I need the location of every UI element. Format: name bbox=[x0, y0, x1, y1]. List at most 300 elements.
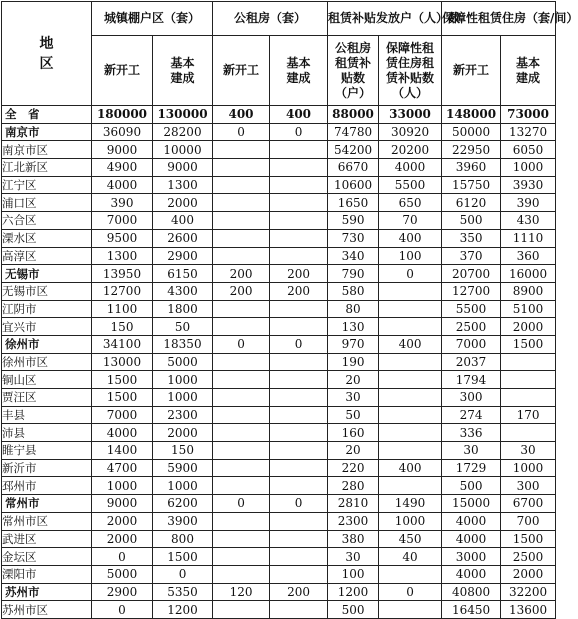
value-cell: 12700 bbox=[92, 282, 153, 300]
value-cell: 4000 bbox=[442, 512, 501, 530]
value-cell: 22950 bbox=[442, 141, 501, 159]
value-cell: 20 bbox=[328, 442, 379, 460]
value-cell: 1650 bbox=[328, 194, 379, 212]
value-cell: 1000 bbox=[92, 477, 153, 495]
value-cell: 120 bbox=[213, 583, 270, 601]
value-cell: 10600 bbox=[328, 176, 379, 194]
value-cell: 2000 bbox=[92, 530, 153, 548]
value-cell: 0 bbox=[92, 548, 153, 566]
value-cell: 30920 bbox=[379, 123, 442, 141]
value-cell bbox=[270, 194, 328, 212]
value-cell bbox=[213, 442, 270, 460]
table-row bbox=[2, 265, 556, 283]
value-cell bbox=[213, 459, 270, 477]
housing-data-table bbox=[1, 1, 578, 619]
value-cell: 1500 bbox=[153, 548, 213, 566]
region-name-cell: 无锡市 bbox=[2, 265, 92, 283]
value-cell: 150 bbox=[92, 318, 153, 336]
subheader-new-start: 新开工 bbox=[442, 36, 501, 106]
value-cell: 700 bbox=[501, 512, 556, 530]
value-cell bbox=[213, 212, 270, 230]
value-cell bbox=[213, 406, 270, 424]
value-cell: 34100 bbox=[92, 335, 153, 353]
region-name-cell: 宜兴市 bbox=[2, 318, 92, 336]
value-cell: 36090 bbox=[92, 123, 153, 141]
region-name-cell: 浦口区 bbox=[2, 194, 92, 212]
value-cell: 450 bbox=[379, 530, 442, 548]
value-cell: 148000 bbox=[442, 106, 501, 124]
value-cell: 100 bbox=[379, 247, 442, 265]
value-cell: 200 bbox=[213, 282, 270, 300]
value-cell: 220 bbox=[328, 459, 379, 477]
value-cell: 9000 bbox=[92, 141, 153, 159]
value-cell: 650 bbox=[379, 194, 442, 212]
value-cell: 1500 bbox=[92, 371, 153, 389]
value-cell bbox=[213, 300, 270, 318]
value-cell: 4000 bbox=[442, 530, 501, 548]
value-cell: 2000 bbox=[153, 194, 213, 212]
value-cell: 1490 bbox=[379, 495, 442, 513]
value-cell: 1300 bbox=[153, 176, 213, 194]
region-name-cell: 金坛区 bbox=[2, 548, 92, 566]
value-cell: 5500 bbox=[379, 176, 442, 194]
value-cell bbox=[379, 477, 442, 495]
value-cell: 50000 bbox=[442, 123, 501, 141]
region-name-cell: 江阴市 bbox=[2, 300, 92, 318]
value-cell bbox=[501, 424, 556, 442]
table-row bbox=[2, 212, 556, 230]
value-cell: 580 bbox=[328, 282, 379, 300]
value-cell: 1500 bbox=[92, 389, 153, 407]
table-row bbox=[2, 123, 556, 141]
region-name-cell: 南京市 bbox=[2, 123, 92, 141]
value-cell bbox=[213, 530, 270, 548]
region-name-cell: 邳州市 bbox=[2, 477, 92, 495]
table-row bbox=[2, 512, 556, 530]
value-cell bbox=[270, 530, 328, 548]
subheader-completed: 基本 建成 bbox=[501, 36, 556, 106]
value-cell bbox=[213, 371, 270, 389]
table-row bbox=[2, 389, 556, 407]
value-cell bbox=[213, 565, 270, 583]
value-cell: 0 bbox=[92, 601, 153, 619]
table-row bbox=[2, 194, 556, 212]
region-name-cell: 六合区 bbox=[2, 212, 92, 230]
value-cell: 170 bbox=[501, 406, 556, 424]
value-cell: 16450 bbox=[442, 601, 501, 619]
value-cell bbox=[270, 176, 328, 194]
value-cell: 400 bbox=[379, 459, 442, 477]
value-cell: 6150 bbox=[153, 265, 213, 283]
value-cell bbox=[270, 212, 328, 230]
value-cell: 28200 bbox=[153, 123, 213, 141]
value-cell: 1400 bbox=[92, 442, 153, 460]
value-cell bbox=[270, 459, 328, 477]
value-cell: 4000 bbox=[442, 565, 501, 583]
value-cell: 13950 bbox=[92, 265, 153, 283]
value-cell bbox=[213, 424, 270, 442]
subheader-affordable-rental-subsidy: 保障性租 赁住房租 赁补贴数 （人） bbox=[379, 36, 442, 106]
value-cell: 1200 bbox=[328, 583, 379, 601]
value-cell: 70 bbox=[379, 212, 442, 230]
region-name-cell: 徐州市 bbox=[2, 335, 92, 353]
subheader-new-start: 新开工 bbox=[92, 36, 153, 106]
value-cell: 400 bbox=[270, 106, 328, 124]
value-cell: 3930 bbox=[501, 176, 556, 194]
value-cell bbox=[379, 389, 442, 407]
value-cell: 0 bbox=[153, 565, 213, 583]
value-cell: 2900 bbox=[92, 583, 153, 601]
value-cell: 4000 bbox=[92, 424, 153, 442]
value-cell: 6120 bbox=[442, 194, 501, 212]
value-cell: 3960 bbox=[442, 159, 501, 177]
value-cell: 7000 bbox=[92, 406, 153, 424]
value-cell: 6050 bbox=[501, 141, 556, 159]
value-cell: 74780 bbox=[328, 123, 379, 141]
table-row bbox=[2, 530, 556, 548]
value-cell: 380 bbox=[328, 530, 379, 548]
table-row bbox=[2, 371, 556, 389]
region-name-cell: 南京市区 bbox=[2, 141, 92, 159]
value-cell: 1500 bbox=[501, 335, 556, 353]
table-row bbox=[2, 565, 556, 583]
value-cell bbox=[270, 565, 328, 583]
value-cell: 800 bbox=[153, 530, 213, 548]
region-name-cell: 铜山区 bbox=[2, 371, 92, 389]
value-cell: 20700 bbox=[442, 265, 501, 283]
value-cell bbox=[379, 371, 442, 389]
value-cell: 1000 bbox=[379, 512, 442, 530]
value-cell bbox=[270, 159, 328, 177]
value-cell bbox=[213, 194, 270, 212]
value-cell: 2000 bbox=[153, 424, 213, 442]
region-name-cell: 贾汪区 bbox=[2, 389, 92, 407]
value-cell: 13600 bbox=[501, 601, 556, 619]
value-cell: 970 bbox=[328, 335, 379, 353]
value-cell: 0 bbox=[213, 495, 270, 513]
value-cell: 5900 bbox=[153, 459, 213, 477]
value-cell bbox=[213, 389, 270, 407]
value-cell: 500 bbox=[442, 477, 501, 495]
value-cell bbox=[213, 229, 270, 247]
value-cell bbox=[270, 300, 328, 318]
value-cell: 40 bbox=[379, 548, 442, 566]
value-cell: 1200 bbox=[153, 601, 213, 619]
value-cell: 5000 bbox=[153, 353, 213, 371]
value-cell bbox=[213, 159, 270, 177]
value-cell: 2000 bbox=[92, 512, 153, 530]
table-row bbox=[2, 247, 556, 265]
region-header: 地 区 bbox=[2, 2, 92, 106]
value-cell: 8900 bbox=[501, 282, 556, 300]
value-cell: 0 bbox=[379, 583, 442, 601]
value-cell: 2900 bbox=[153, 247, 213, 265]
value-cell: 200 bbox=[270, 583, 328, 601]
value-cell: 1100 bbox=[92, 300, 153, 318]
value-cell: 6700 bbox=[501, 495, 556, 513]
value-cell: 1110 bbox=[501, 229, 556, 247]
value-cell: 1794 bbox=[442, 371, 501, 389]
region-name-cell: 高淳区 bbox=[2, 247, 92, 265]
value-cell: 0 bbox=[270, 335, 328, 353]
value-cell bbox=[270, 477, 328, 495]
value-cell bbox=[270, 406, 328, 424]
value-cell: 340 bbox=[328, 247, 379, 265]
value-cell bbox=[213, 141, 270, 159]
value-cell: 3900 bbox=[153, 512, 213, 530]
region-name-cell: 苏州市区 bbox=[2, 601, 92, 619]
value-cell: 1300 bbox=[92, 247, 153, 265]
region-name-cell: 新沂市 bbox=[2, 459, 92, 477]
value-cell: 3000 bbox=[442, 548, 501, 566]
value-cell: 2500 bbox=[442, 318, 501, 336]
table-row bbox=[2, 353, 556, 371]
value-cell: 390 bbox=[92, 194, 153, 212]
value-cell bbox=[379, 406, 442, 424]
region-name-cell: 全 省 bbox=[2, 106, 92, 124]
value-cell: 400 bbox=[213, 106, 270, 124]
table-row bbox=[2, 141, 556, 159]
value-cell: 0 bbox=[379, 265, 442, 283]
value-cell: 13000 bbox=[92, 353, 153, 371]
value-cell bbox=[213, 176, 270, 194]
value-cell: 50 bbox=[328, 406, 379, 424]
value-cell: 1000 bbox=[153, 371, 213, 389]
table-row bbox=[2, 318, 556, 336]
value-cell: 10000 bbox=[153, 141, 213, 159]
value-cell bbox=[379, 282, 442, 300]
value-cell: 350 bbox=[442, 229, 501, 247]
group-header-rent-subsidy: 租赁补贴发放户（人）数 bbox=[328, 2, 442, 36]
value-cell: 300 bbox=[501, 477, 556, 495]
table-row bbox=[2, 459, 556, 477]
value-cell bbox=[213, 353, 270, 371]
value-cell: 0 bbox=[213, 335, 270, 353]
value-cell: 370 bbox=[442, 247, 501, 265]
value-cell bbox=[270, 141, 328, 159]
value-cell: 1000 bbox=[153, 389, 213, 407]
value-cell bbox=[213, 318, 270, 336]
value-cell bbox=[270, 371, 328, 389]
table-row bbox=[2, 282, 556, 300]
value-cell: 5100 bbox=[501, 300, 556, 318]
value-cell: 16000 bbox=[501, 265, 556, 283]
value-cell: 2810 bbox=[328, 495, 379, 513]
value-cell: 2500 bbox=[501, 548, 556, 566]
value-cell: 730 bbox=[328, 229, 379, 247]
value-cell: 400 bbox=[379, 335, 442, 353]
value-cell: 200 bbox=[270, 282, 328, 300]
value-cell: 15000 bbox=[442, 495, 501, 513]
value-cell bbox=[379, 565, 442, 583]
value-cell: 50 bbox=[153, 318, 213, 336]
value-cell bbox=[270, 548, 328, 566]
group-header-affordable-rental: 保障性租赁住房（套/间） bbox=[442, 2, 556, 36]
value-cell: 150 bbox=[153, 442, 213, 460]
value-cell: 400 bbox=[153, 212, 213, 230]
value-cell: 4900 bbox=[92, 159, 153, 177]
value-cell bbox=[270, 389, 328, 407]
value-cell: 590 bbox=[328, 212, 379, 230]
region-name-cell: 武进区 bbox=[2, 530, 92, 548]
value-cell bbox=[213, 477, 270, 495]
value-cell: 2000 bbox=[501, 318, 556, 336]
value-cell: 32200 bbox=[501, 583, 556, 601]
value-cell bbox=[213, 512, 270, 530]
table-row bbox=[2, 548, 556, 566]
value-cell bbox=[501, 353, 556, 371]
subheader-new-start: 新开工 bbox=[213, 36, 270, 106]
value-cell: 5000 bbox=[92, 565, 153, 583]
region-name-cell: 睢宁县 bbox=[2, 442, 92, 460]
region-name-cell: 常州市 bbox=[2, 495, 92, 513]
value-cell bbox=[270, 318, 328, 336]
value-cell: 0 bbox=[270, 123, 328, 141]
table-row-total bbox=[2, 106, 556, 124]
value-cell: 1000 bbox=[501, 459, 556, 477]
value-cell: 7000 bbox=[92, 212, 153, 230]
table-row bbox=[2, 583, 556, 601]
value-cell: 100 bbox=[328, 565, 379, 583]
value-cell bbox=[379, 318, 442, 336]
subheader-completed: 基本 建成 bbox=[153, 36, 213, 106]
value-cell: 160 bbox=[328, 424, 379, 442]
table-body bbox=[2, 106, 556, 619]
table-row bbox=[2, 159, 556, 177]
table-row bbox=[2, 335, 556, 353]
value-cell: 130 bbox=[328, 318, 379, 336]
value-cell: 9000 bbox=[153, 159, 213, 177]
value-cell bbox=[270, 229, 328, 247]
value-cell: 360 bbox=[501, 247, 556, 265]
value-cell bbox=[379, 601, 442, 619]
value-cell bbox=[270, 353, 328, 371]
region-name-cell: 江宁区 bbox=[2, 176, 92, 194]
group-header-shantytown: 城镇棚户区（套） bbox=[92, 2, 213, 36]
region-name-cell: 常州市区 bbox=[2, 512, 92, 530]
region-name-cell: 丰县 bbox=[2, 406, 92, 424]
value-cell: 6200 bbox=[153, 495, 213, 513]
value-cell bbox=[379, 300, 442, 318]
table-header bbox=[2, 2, 578, 106]
value-cell: 180000 bbox=[92, 106, 153, 124]
value-cell: 390 bbox=[501, 194, 556, 212]
region-name-cell: 苏州市 bbox=[2, 583, 92, 601]
value-cell: 2600 bbox=[153, 229, 213, 247]
value-cell: 30 bbox=[328, 389, 379, 407]
group-header-public-rental: 公租房（套） bbox=[213, 2, 328, 36]
subheader-public-rental-subsidy: 公租房 租赁补 贴数 （户） bbox=[328, 36, 379, 106]
value-cell: 7000 bbox=[442, 335, 501, 353]
value-cell: 18350 bbox=[153, 335, 213, 353]
value-cell bbox=[270, 442, 328, 460]
region-name-cell: 沛县 bbox=[2, 424, 92, 442]
value-cell: 30 bbox=[328, 548, 379, 566]
value-cell: 1000 bbox=[501, 159, 556, 177]
value-cell: 9500 bbox=[92, 229, 153, 247]
value-cell: 0 bbox=[213, 123, 270, 141]
value-cell bbox=[270, 247, 328, 265]
value-cell bbox=[270, 424, 328, 442]
value-cell: 40800 bbox=[442, 583, 501, 601]
value-cell: 2000 bbox=[501, 565, 556, 583]
region-name-cell: 徐州市区 bbox=[2, 353, 92, 371]
value-cell: 88000 bbox=[328, 106, 379, 124]
value-cell: 6670 bbox=[328, 159, 379, 177]
value-cell bbox=[379, 442, 442, 460]
value-cell: 2037 bbox=[442, 353, 501, 371]
region-name-cell: 江北新区 bbox=[2, 159, 92, 177]
value-cell: 130000 bbox=[153, 106, 213, 124]
table-row bbox=[2, 176, 556, 194]
value-cell: 9000 bbox=[92, 495, 153, 513]
region-name-cell: 无锡市区 bbox=[2, 282, 92, 300]
value-cell: 5350 bbox=[153, 583, 213, 601]
value-cell: 1000 bbox=[153, 477, 213, 495]
value-cell bbox=[501, 371, 556, 389]
table-row bbox=[2, 229, 556, 247]
value-cell: 30 bbox=[442, 442, 501, 460]
value-cell: 200 bbox=[270, 265, 328, 283]
value-cell bbox=[270, 512, 328, 530]
table-row bbox=[2, 477, 556, 495]
value-cell: 1729 bbox=[442, 459, 501, 477]
table-row bbox=[2, 601, 556, 619]
value-cell: 430 bbox=[501, 212, 556, 230]
value-cell bbox=[213, 247, 270, 265]
table-row bbox=[2, 424, 556, 442]
value-cell: 336 bbox=[442, 424, 501, 442]
value-cell: 1800 bbox=[153, 300, 213, 318]
value-cell: 5500 bbox=[442, 300, 501, 318]
value-cell: 0 bbox=[270, 495, 328, 513]
value-cell: 2300 bbox=[328, 512, 379, 530]
value-cell: 80 bbox=[328, 300, 379, 318]
value-cell: 30 bbox=[501, 442, 556, 460]
value-cell: 20200 bbox=[379, 141, 442, 159]
value-cell bbox=[213, 601, 270, 619]
value-cell: 400 bbox=[379, 229, 442, 247]
value-cell: 300 bbox=[442, 389, 501, 407]
value-cell: 73000 bbox=[501, 106, 556, 124]
value-cell: 4300 bbox=[153, 282, 213, 300]
value-cell: 4700 bbox=[92, 459, 153, 477]
value-cell bbox=[501, 389, 556, 407]
value-cell: 15750 bbox=[442, 176, 501, 194]
value-cell: 274 bbox=[442, 406, 501, 424]
table-row bbox=[2, 442, 556, 460]
value-cell bbox=[213, 548, 270, 566]
table-row bbox=[2, 495, 556, 513]
value-cell: 54200 bbox=[328, 141, 379, 159]
value-cell: 33000 bbox=[379, 106, 442, 124]
value-cell bbox=[379, 424, 442, 442]
value-cell: 4000 bbox=[379, 159, 442, 177]
table-row bbox=[2, 406, 556, 424]
value-cell: 500 bbox=[442, 212, 501, 230]
value-cell bbox=[379, 353, 442, 371]
region-name-cell: 溧阳市 bbox=[2, 565, 92, 583]
value-cell: 20 bbox=[328, 371, 379, 389]
value-cell: 190 bbox=[328, 353, 379, 371]
value-cell: 12700 bbox=[442, 282, 501, 300]
value-cell: 1500 bbox=[501, 530, 556, 548]
table-row bbox=[2, 300, 556, 318]
value-cell: 280 bbox=[328, 477, 379, 495]
value-cell: 790 bbox=[328, 265, 379, 283]
value-cell: 200 bbox=[213, 265, 270, 283]
value-cell: 500 bbox=[328, 601, 379, 619]
